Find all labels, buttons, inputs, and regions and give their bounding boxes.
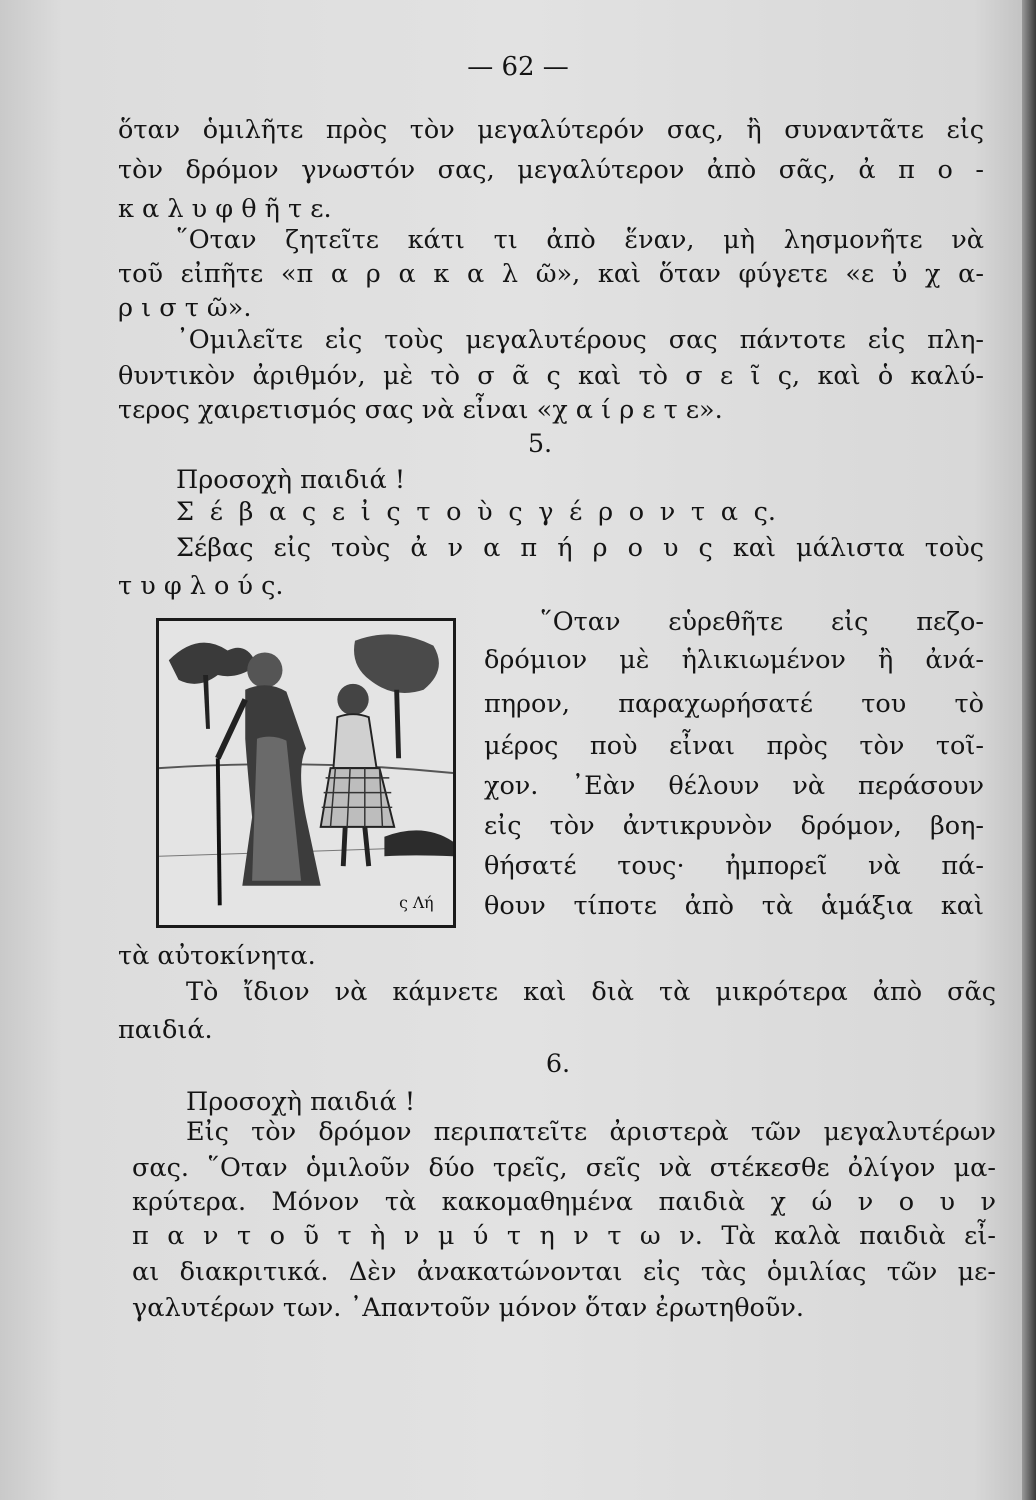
text-line: Τὸ ἴδιον νὰ κάμνετε καὶ διὰ τὰ μικρότερα ἀπὸ σᾶς [186,977,996,1007]
page-edge-shadow [1022,0,1036,1500]
illustration-old-woman-and-girl [156,618,456,928]
text-line: θυντικὸν ἀριθμόν, μὲ τὸ σ ᾶ ς καὶ τὸ σ ε ῖ ς, καὶ ὁ καλύ- [118,361,984,391]
text-line: κρύτερα. Μόνον τὰ κακομαθημένα παιδιὰ χ ώ ν ο υ ν [132,1187,996,1217]
text-line: θήσατέ τους· ἠμπορεῖ νὰ πά- [484,851,984,881]
text-line: τὸν δρόμον γνωστόν σας, μεγαλύτερον ἀπὸ σᾶς, ἀ π ο - [118,155,984,185]
text-line: παιδιά. [118,1015,213,1045]
text-line: δρόμιον μὲ ἡλικιωμένον ἢ ἀνά- [484,645,984,675]
text-line: μέρος ποὺ εἶναι πρὸς τὸν τοῖ- [484,731,984,761]
text-line: ρ ι σ τ ῶ». [118,293,252,323]
text-line: π α ν τ ο ῦ τ ὴ ν μ ύ τ η ν τ ω ν. Τὰ καλὰ παιδιὰ εἶ- [132,1221,996,1251]
text-line: τερος χαιρετισμός σας νὰ εἶναι «χ α ί ρ ε τ ε». [118,395,723,425]
text-line: ᾽Ομιλεῖτε εἰς τοὺς μεγαλυτέρους σας πάντοτε εἰς πλη- [176,325,984,355]
section-number-6: 6. [545,1049,571,1079]
text-line: θουν τίποτε ἀπὸ τὰ ἁμάξια καὶ [484,891,984,921]
text-line: χον. ᾽Εὰν θέλουν νὰ περάσουν [484,771,984,801]
text-line: κ α λ υ φ θ ῆ τ ε. [118,194,332,224]
illustration-signature: ς Λή [399,893,434,913]
text-line: Προσοχὴ παιδιά ! [176,465,406,495]
text-line: Εἰς τὸν δρόμον περιπατεῖτε ἀριστερὰ τῶν μεγαλυτέρων [186,1117,996,1147]
text-line: εἰς τὸν ἀντικρυνὸν δρόμον, βοη- [484,811,984,841]
text-line: πηρον, παραχωρήσατέ του τὸ [484,689,984,719]
text-line: σας. ῞Οταν ὁμιλοῦν δύο τρεῖς, σεῖς νὰ στέκεσθε ὀλίγον μα- [132,1153,996,1183]
section-number-5: 5. [527,429,553,459]
text-line: ῞Οταν ζητεῖτε κάτι τι ἀπὸ ἕναν, μὴ λησμονῆτε νὰ [176,225,984,255]
text-line: γαλυτέρων των. ᾽Απαντοῦν μόνον ὅταν ἐρωτηθοῦν. [132,1293,805,1323]
text-line: Προσοχὴ παιδιά ! [186,1087,416,1117]
text-line: αι διακριτικά. Δὲν ἀνακατώνονται εἰς τὰς ὁμιλίας τῶν με- [132,1257,996,1287]
illustration-drawing [159,621,453,925]
text-line: τ υ φ λ ο ύ ς. [118,571,284,601]
text-line: τοῦ εἰπῆτε «π α ρ α κ α λ ῶ», καὶ ὅταν φύγετε «ε ὐ χ α- [118,259,984,289]
text-line: Σ έ β α ς ε ἰ ς τ ο ὺ ς γ έ ρ ο ν τ α ς. [176,497,776,527]
text-line: ῞Οταν εὑρεθῆτε εἰς πεζο- [540,607,984,637]
text-line: ὅταν ὁμιλῆτε πρὸς τὸν μεγαλύτερόν σας, ἢ συναντᾶτε εἰς [118,115,984,145]
text-line: τὰ αὐτοκίνητα. [118,941,316,971]
text-line: Σέβας εἰς τοὺς ἀ ν α π ή ρ ο υ ς καὶ μάλιστα τοὺς [176,533,984,563]
page-number: — 62 — [467,52,569,82]
